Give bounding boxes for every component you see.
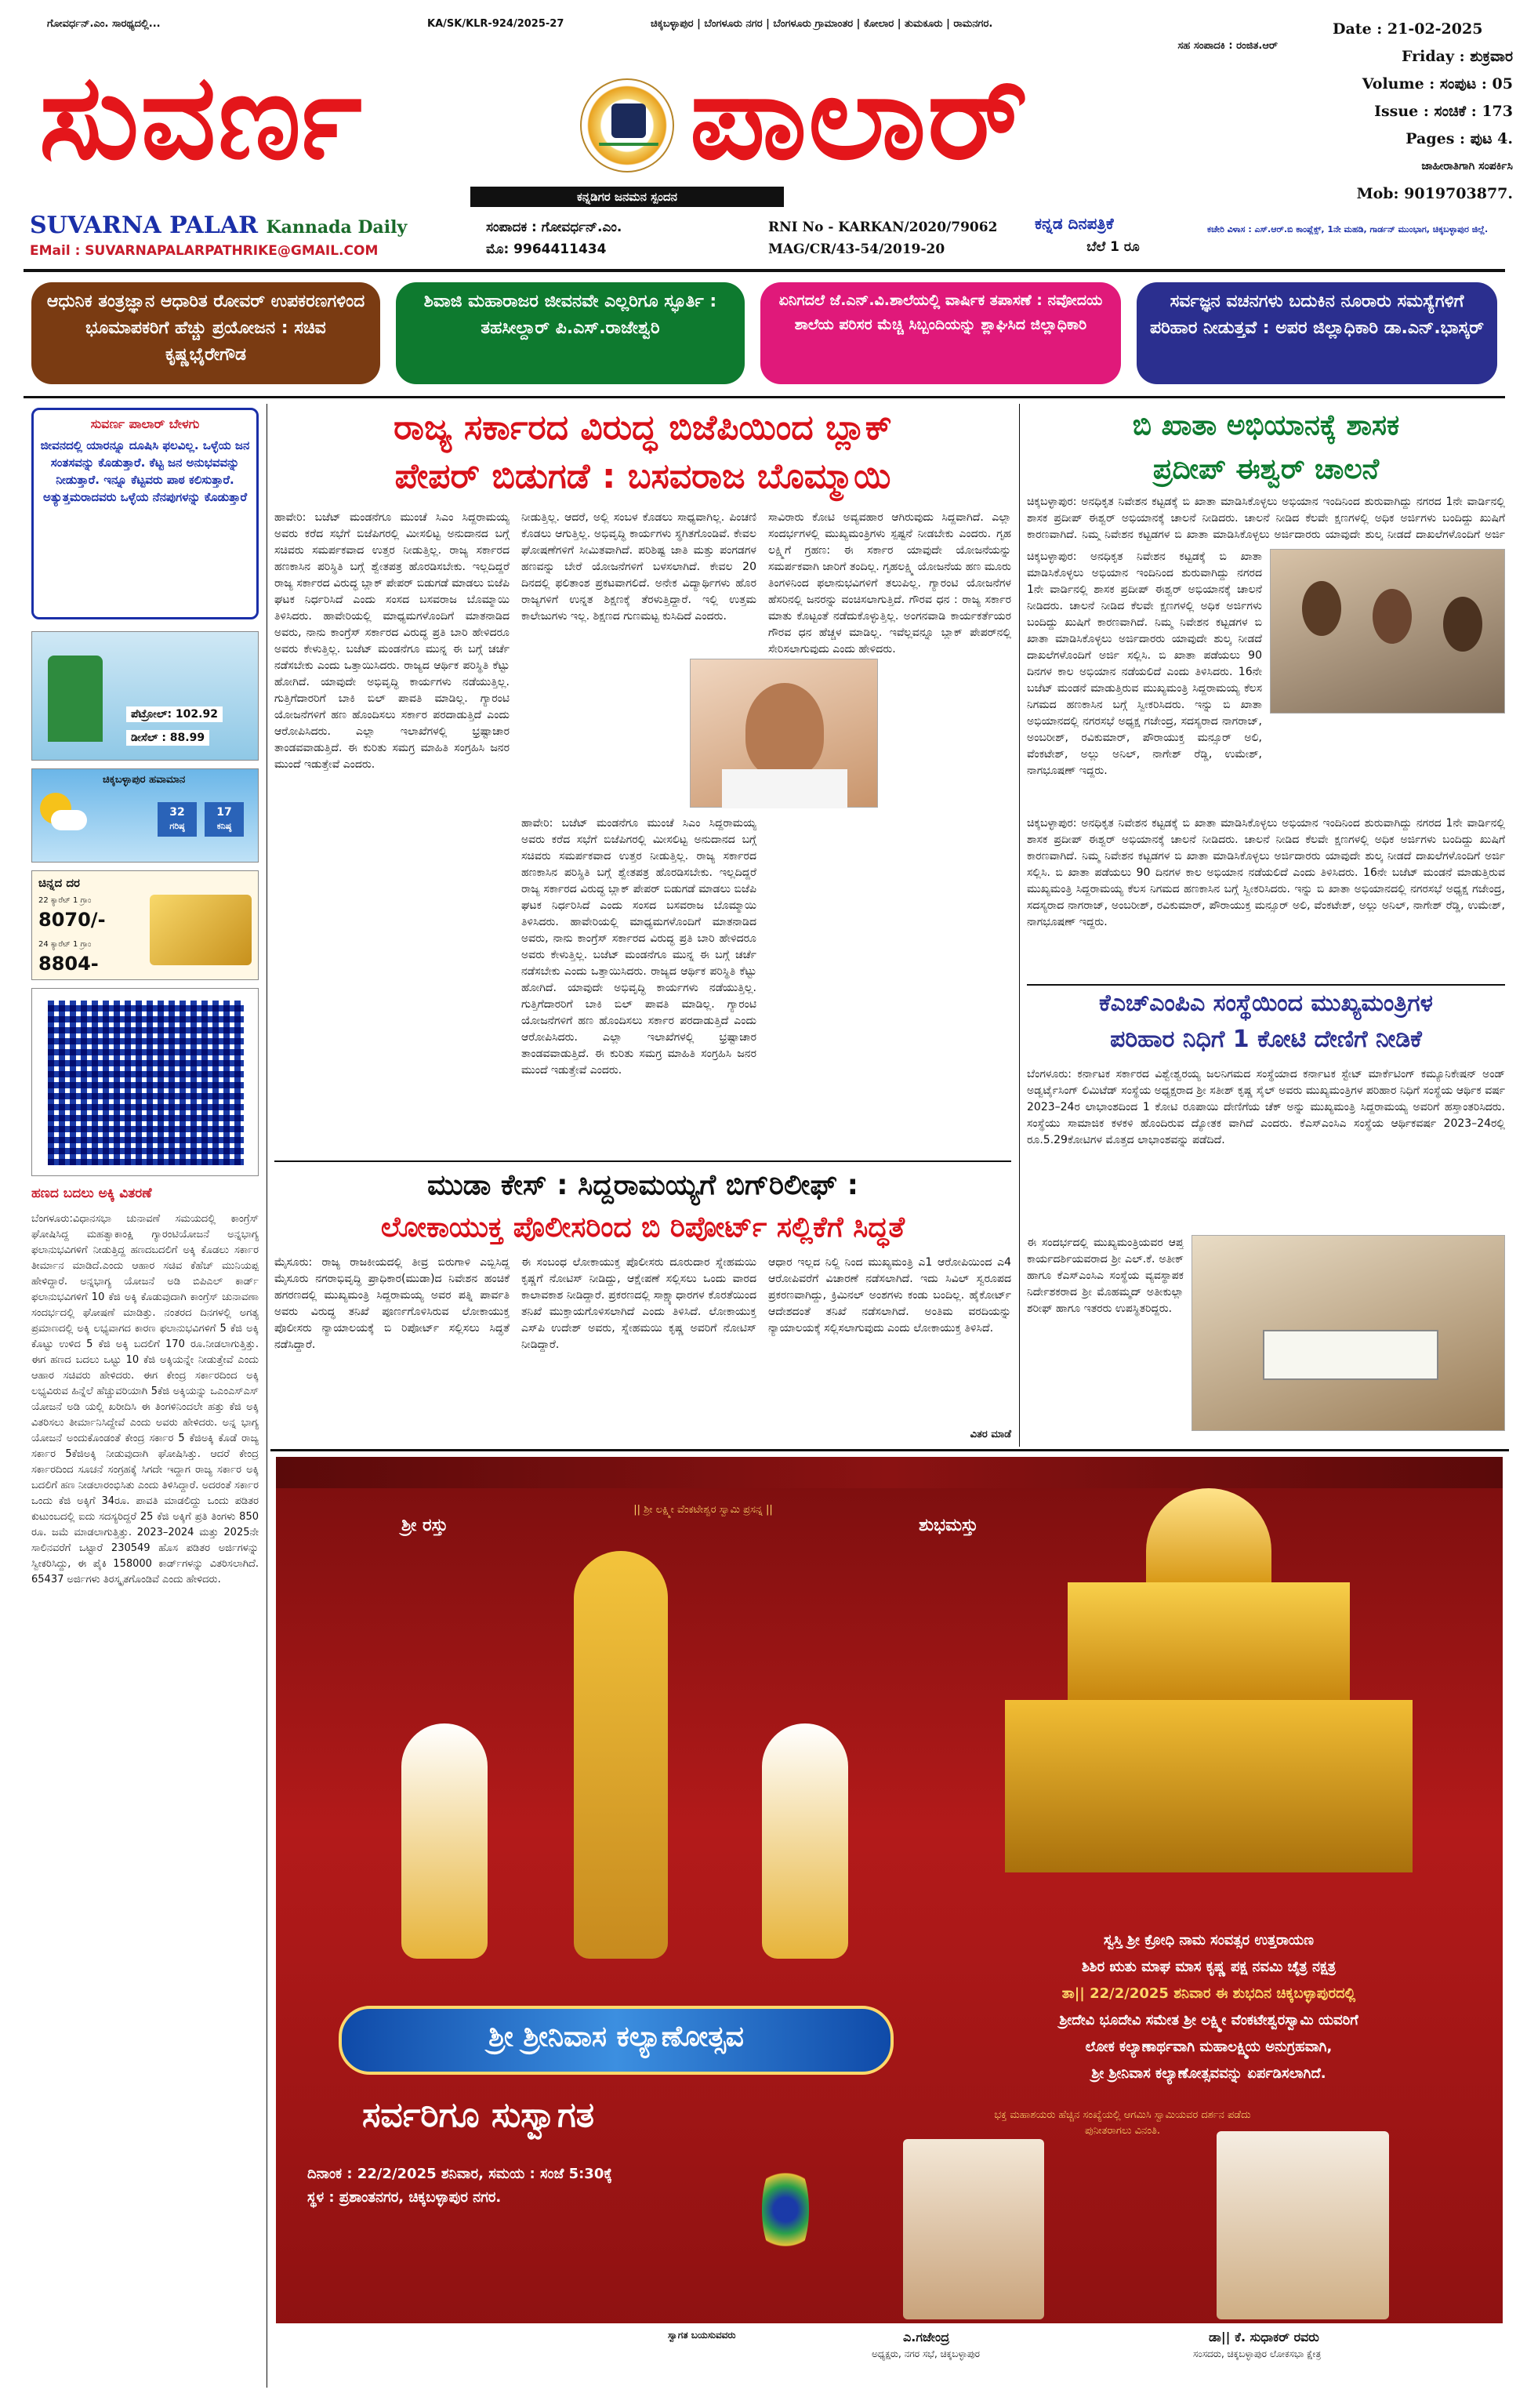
cheque-handover-photo <box>1191 1235 1505 1431</box>
kannada-daily: ಕನ್ನಡ ದಿನಪತ್ರಿಕೆ <box>1035 214 1114 233</box>
right-column-divider <box>1019 404 1020 1447</box>
qr-pattern-icon <box>48 1001 244 1165</box>
reporter-credit: ಗೋವರ್ಧನ್.ಎಂ. ಸಾರಥ್ಯದಲ್ಲಿ... <box>47 18 161 30</box>
masthead-emblem <box>580 78 674 173</box>
ad-person2-title: ಸಂಸದರು, ಚಿಕ್ಕಬಳ್ಳಾಪುರ ಲೋಕಸಭಾ ಕ್ಷೇತ್ರ <box>1193 2348 1322 2359</box>
muda-headline <box>274 1164 1011 1249</box>
invite-line-2: ಶಿಶಿರ ಋತು ಮಾಘ ಮಾಸ ಕೃಷ್ಣ ಪಕ್ಷ ನವಮಿ ಚೈತ್ರ ನಕ್ಷತ್ರ <box>1081 1959 1337 1975</box>
gold-title: ಚಿನ್ನದ ದರ <box>38 876 80 890</box>
gajendra-photo <box>903 2139 1044 2319</box>
main-story-col1: ಹಾವೇರಿ: ಬಜೆಟ್ ಮಂಡನೆಗೂ ಮುಂಚೆ ಸಿಎಂ ಸಿದ್ದರಾಮಯ್ಯ ಅವರು ಕರೆದ ಸಭೆಗೆ ಬಿಜೆಪಿಗರಲ್ಲಿ ಮೀಸಲಿಟ್ಟ ಅನುದಾನದ ಬಗ್ಗೆ ಸಚಿವರು ಸಮರ್ಪಕವಾದ ಉತ್ತರ ನೀಡುತ್ತಿಲ್ಲ. ರಾಜ್ಯ ಸರ್ಕಾರದ ಹಣಕಾಸಿನ ಪರಿಸ್ಥಿತಿ ಬಗ್ಗೆ ಶ್ವೇತಪತ್ರ ಹೊರಡಿಸಬೇಕು. ಇಲ್ಲದಿದ್ದರೆ ರಾಜ್ಯ ಸರ್ಕಾರದ ವಿರುದ್ಧ ಬ್ಲಾಕ್ ಪೇಪರ್ ಬಿಡುಗಡೆ ಮಾಡಲು ಬಿಜೆಪಿ ಘಟಕ ನಿರ್ಧರಿಸಿದೆ ಎಂದು ಸಂಸದ ಬಸವರಾಜ ಬೊಮ್ಮಾಯಿ ತಿಳಿಸಿದರು. ಹಾವೇರಿಯಲ್ಲಿ ಮಾಧ್ಯಮಗಳೊಂದಿಗೆ ಮಾತನಾಡಿದ ಅವರು, ನಾನು ಕಾಂಗ್ರೆಸ್ ಸರ್ಕಾರದ ವಿರುದ್ಧ ಪ್ರತಿ ಬಾರಿ ಹೇಳಿದರೂ ಅವರು ಕೇಳುತ್ತಿಲ್ಲ. ಬಜೆಟ್ ಮಂಡನೆಗೂ ಮುನ್ನ ಈ ಬಗ್ಗೆ ಚರ್ಚೆ ನಡೆಸಬೇಕು ಎಂದು ಒತ್ತಾಯಿಸಿದರು. ರಾಜ್ಯದ ಆರ್ಥಿಕ ಪರಿಸ್ಥಿತಿ ಕೆಟ್ಟು ಹೋಗಿದೆ. ಯಾವುದೇ ಅಭಿವೃದ್ಧಿ ಕಾರ್ಯಗಳು ನಡೆಯುತ್ತಿಲ್ಲ. ಗುತ್ತಿಗೆದಾರರಿಗೆ ಬಾಕಿ ಬಿಲ್ ಪಾವತಿ ಮಾಡಿಲ್ಲ. ಗ್ಯಾರಂಟಿ ಯೋಜನೆಗಳಿಗೆ ಹಣ ಹೊಂದಿಸಲು ಸರ್ಕಾರ ಪರದಾಡುತ್ತಿದೆ ಎಂದು ಆರೋಪಿಸಿದರು. ಎಲ್ಲಾ ಇಲಾಖೆಗಳಲ್ಲಿ ಭ್ರಷ್ಟಾಚಾರ ತಾಂಡವವಾಡುತ್ತಿದೆ. ಈ ಕುರಿತು ಸಮಗ್ರ ಮಾಹಿತಿ ಸಂಗ್ರಹಿಸಿ ಜನರ ಮುಂದೆ ಇಡುತ್ತೇವೆ ಎಂದರು. <box>274 511 510 771</box>
qr-code[interactable] <box>31 988 259 1176</box>
gold-24-label: 24 ಕ್ಯಾರೆಟ್ 1 ಗ್ರಾಂ <box>38 940 92 949</box>
ad-welcome: ಸರ್ವರಿಗೂ ಸುಸ್ವಾಗತ <box>362 2095 595 2135</box>
invite-line-3: ತಾ|| 22/2/2025 ಶನಿವಾರ ಈ ಶುಭದಿನ ಚಿಕ್ಕಬಳ್ಳಾಪುರದಲ್ಲಿ <box>1061 1985 1356 2002</box>
thought-box <box>31 408 259 619</box>
editor-mobile: ಮೊ: 9964411434 <box>486 242 607 257</box>
temp-high <box>158 802 197 837</box>
gold-price-box <box>31 870 259 980</box>
ad-date-venue <box>307 2163 778 2210</box>
diesel-price: ಡೀಸೆಲ್ : 88.99 <box>126 730 209 746</box>
main-story-col2-bottom: ಹಾವೇರಿ: ಬಜೆಟ್ ಮಂಡನೆಗೂ ಮುಂಚೆ ಸಿಎಂ ಸಿದ್ದರಾಮಯ್ಯ ಅವರು ಕರೆದ ಸಭೆಗೆ ಬಿಜೆಪಿಗರಲ್ಲಿ ಮೀಸಲಿಟ್ಟ ಅನುದಾನದ ಬಗ್ಗೆ ಸಚಿವರು ಸಮರ್ಪಕವಾದ ಉತ್ತರ ನೀಡುತ್ತಿಲ್ಲ. ರಾಜ್ಯ ಸರ್ಕಾರದ ಹಣಕಾಸಿನ ಪರಿಸ್ಥಿತಿ ಬಗ್ಗೆ ಶ್ವೇತಪತ್ರ ಹೊರಡಿಸಬೇಕು. ಇಲ್ಲದಿದ್ದರೆ ರಾಜ್ಯ ಸರ್ಕಾರದ ವಿರುದ್ಧ ಬ್ಲಾಕ್ ಪೇಪರ್ ಬಿಡುಗಡೆ ಮಾಡಲು ಬಿಜೆಪಿ ಘಟಕ ನಿರ್ಧರಿಸಿದೆ ಎಂದು ಸಂಸದ ಬಸವರಾಜ ಬೊಮ್ಮಾಯಿ ತಿಳಿಸಿದರು. ಹಾವೇರಿಯಲ್ಲಿ ಮಾಧ್ಯಮಗಳೊಂದಿಗೆ ಮಾತನಾಡಿದ ಅವರು, ನಾನು ಕಾಂಗ್ರೆಸ್ ಸರ್ಕಾರದ ವಿರುದ್ಧ ಪ್ರತಿ ಬಾರಿ ಹೇಳಿದರೂ ಅವರು ಕೇಳುತ್ತಿಲ್ಲ. ಬಜೆಟ್ ಮಂಡನೆಗೂ ಮುನ್ನ ಈ ಬಗ್ಗೆ ಚರ್ಚೆ ನಡೆಸಬೇಕು ಎಂದು ಒತ್ತಾಯಿಸಿದರು. ರಾಜ್ಯದ ಆರ್ಥಿಕ ಪರಿಸ್ಥಿತಿ ಕೆಟ್ಟು ಹೋಗಿದೆ. ಯಾವುದೇ ಅಭಿವೃದ್ಧಿ ಕಾರ್ಯಗಳು ನಡೆಯುತ್ತಿಲ್ಲ. ಗುತ್ತಿಗೆದಾರರಿಗೆ ಬಾಕಿ ಬಿಲ್ ಪಾವತಿ ಮಾಡಿಲ್ಲ. ಗ್ಯಾರಂಟಿ ಯೋಜನೆಗಳಿಗೆ ಹಣ ಹೊಂದಿಸಲು ಸರ್ಕಾರ ಪರದಾಡುತ್ತಿದೆ ಎಂದು ಆರೋಪಿಸಿದರು. ಎಲ್ಲಾ ಇಲಾಖೆಗಳಲ್ಲಿ ಭ್ರಷ್ಟಾಚಾರ ತಾಂಡವವಾಡುತ್ತಿದೆ. ಈ ಕುರಿತು ಸಮಗ್ರ ಮಾಹಿತಿ ಸಂಗ್ರಹಿಸಿ ಜನರ ಮುಂದೆ ಇಡುತ್ತೇವೆ ಎಂದರು. <box>521 817 756 1077</box>
coverage-places: ಚಿಕ್ಕಬಳ್ಳಾಪುರ | ಬೆಂಗಳೂರು ನಗರ | ಬೆಂಗಳೂರು ಗ್ರಾಮಾಂತರ | ಕೋಲಾರ | ತುಮಕೂರು | ರಾಮನಗರ. <box>651 18 993 30</box>
temp-low-value: 17 <box>216 806 232 819</box>
muda-headline-line2: ಲೋಕಾಯುಕ್ತ ಪೊಲೀಸರಿಂದ ಬಿ ರಿಪೋರ್ಟ್ ಸಲ್ಲಿಕೆಗೆ ಸಿದ್ಧತೆ <box>380 1211 905 1244</box>
invite-line-4: ಶ್ರೀದೇವಿ ಭೂದೇವಿ ಸಮೇತ ಶ್ರೀ ಲಕ್ಷ್ಮೀ ವೆಂಕಟೇಶ್ವರಸ್ವಾಮಿ ಯವರಿಗೆ <box>1059 2012 1358 2028</box>
invite-line-5: ಲೋಕ ಕಲ್ಯಾಣಾರ್ಥವಾಗಿ ಮಹಾಲಕ್ಷ್ಮಿಯ ಅನುಗ್ರಹವಾಗಿ, <box>1085 2039 1333 2055</box>
petrol-price: ಪೆಟ್ರೋಲ್: 102.92 <box>126 706 223 722</box>
thought-title: ಸುವರ್ಣ ಪಾಲಾರ್ ಬೇಳಗು <box>90 416 200 431</box>
office-address: ಕಚೇರಿ ವಿಳಾಸ : ಎಸ್.ಆರ್.ಬಿ ಕಾಂಪ್ಲೆಕ್ಸ್, 1ನೇ ಮಹಡಿ, ಗಾರ್ಡನ್ ಮುಂಭಾಗ, ಚಿಕ್ಕಬಳ್ಳಾಪುರ ಜಿಲ್ಲೆ. <box>1207 224 1489 234</box>
muda-col3: ಆಧಾರ ಇಲ್ಲದ ನಿಲ್ದಿ ನಿಂದ ಮುಖ್ಯಮಂತ್ರಿ ಎ1 ಆರೋಪಿಯಿಂದ ಎ4 ಆರೋಪಿವರೆಗೆ ವಿಚಾರಣೆ ನಡೆಸಲಾಗಿದೆ. ಇದು ಸಿವಿಲ್ ಸ್ವರೂಪದ ಪ್ರಕರಣವಾಗಿದ್ದು, ಕ್ರಿಮಿನಲ್ ಅಂಶಗಳು ಕಂಡು ಬಂದಿಲ್ಲ. ಹೈಕೋರ್ಟ್ ಆದೇಶದಂತೆ ತನಿಖೆ ನಡೆಸಲಾಗಿದೆ. ಅಂತಿಮ ವರದಿಯನ್ನು ನ್ಯಾಯಾಲಯಕ್ಕೆ ಸಲ್ಲಿಸಲಾಗುವುದು ಎಂದು ಲೋಕಾಯುಕ್ತ ತಿಳಿಸಿದೆ. <box>768 1256 1011 1335</box>
teaser-divider <box>24 396 1505 398</box>
temple-gopuram-image <box>958 1488 1460 1896</box>
contact-email[interactable]: EMail : SUVARNAPALARPATHRIKE@GMAIL.COM <box>30 243 379 259</box>
english-name: SUVARNA PALAR <box>30 212 259 239</box>
english-subtitle: Kannada Daily <box>266 217 408 238</box>
khmpa-body-2: ಈ ಸಂದರ್ಭದಲ್ಲಿ ಮುಖ್ಯಮಂತ್ರಿಯವರ ಆಪ್ತ ಕಾರ್ಯದರ್ಶಿಯವರಾದ ಶ್ರೀ ಎಲ್.ಕೆ. ಅತೀಕ್ ಹಾಗೂ ಕೆಎಸ್‌ಎಂಸಿಎ ಸಂಸ್ಥೆಯ ವ್ಯವಸ್ಥಾಪಕ ನಿರ್ದೇಶಕರಾದ ಶ್ರೀ ಮೊಹಮ್ಮದ್ ಅತೀಕುಲ್ಲಾ ಶರೀಫ್ ಹಾಗೂ ಇತರರು ಉಪಸ್ಥಿತರಿದ್ದರು. <box>1027 1237 1184 1315</box>
temp-high-unit: ಗರಿಷ್ಠ <box>169 821 185 831</box>
ad-top-band <box>276 1457 1503 1488</box>
temp-low-unit: ಕನಿಷ್ಠ <box>216 821 232 831</box>
rni-info <box>768 216 1027 260</box>
ad-devotee-note: ಭಕ್ತ ಮಹಾಶಯರು ಹೆಚ್ಚಿನ ಸಂಖ್ಯೆಯಲ್ಲಿ ಆಗಮಿಸಿ ಸ್ವಾಮಿಯವರ ದರ್ಶನ ಪಡೆದು ಪುನೀತರಾಗಲು ವಿನಂತಿ. <box>994 2109 1251 2137</box>
daily-label <box>1035 212 1191 259</box>
issue-pages: Pages : ಪುಟ 4. <box>1405 130 1513 147</box>
gold-24-value: 8804- <box>38 953 99 975</box>
price: ಬೆಲೆ 1 ರೂ <box>1086 239 1140 255</box>
bkhata-headline-line2: ಪ್ರದೀಪ್ ಈಶ್ವರ್ ಚಾಲನೆ <box>1152 453 1380 485</box>
gold-22-value: 8070/- <box>38 909 106 931</box>
ad-footer <box>276 2323 1503 2394</box>
muda-byline: ವಿತರ ಮಾಡೆ <box>970 1429 1011 1440</box>
gold-22-label: 22 ಕ್ಯಾರೆಟ್ 1 ಗ್ರಾಂ <box>38 896 92 905</box>
fuel-price-box <box>31 631 259 761</box>
main-story-col3: ಸಾವಿರಾರು ಕೋಟಿ ಅವ್ಯವಹಾರ ಆಗಿರುವುದು ಸಿದ್ದವಾಗಿದೆ. ಎಲ್ಲಾ ಸಂದರ್ಭಗಳಲ್ಲಿ ಮುಖ್ಯಮಂತ್ರಿಗಳು ಸ್ಪಷ್ಟನೆ ನೀಡಬೇಕು ಎಂದರು. ಗೃಹ ಲಕ್ಷ್ಮಿಗೆ ಗ್ರಹಣ: ಈ ಸರ್ಕಾರ ಯಾವುದೇ ಯೋಜನೆಯನ್ನು ಸಮರ್ಪಕವಾಗಿ ಜಾರಿಗೆ ತಂದಿಲ್ಲ. ಗೃಹಲಕ್ಷ್ಮಿ ಯೋಜನೆಯ ಹಣ ಮೂರು ತಿಂಗಳಿನಿಂದ ಫಲಾನುಭವಿಗಳಿಗೆ ತಲುಪಿಲ್ಲ. ಗ್ಯಾರಂಟಿ ಯೋಜನೆಗಳ ಹೆಸರಿನಲ್ಲಿ ಜನರನ್ನು ವಂಚಿಸಲಾಗುತ್ತಿದೆ. ಗೌರವ ಧನ : ರಾಜ್ಯ ಸರ್ಕಾರ ಮಾತು ಕೊಟ್ಟಂತೆ ನಡೆದುಕೊಳ್ಳುತ್ತಿಲ್ಲ. ಅಂಗನವಾಡಿ ಕಾರ್ಯಕರ್ತೆಯರ ಗೌರವ ಧನ ಹೆಚ್ಚಳ ಮಾಡಿಲ್ಲ. ಇವೆಲ್ಲವನ್ನೂ ಬ್ಲಾಕ್ ಪೇಪರ್‌ನಲ್ಲಿ ಸೇರಿಸಲಾಗುವುದು ಎಂದು ಹೇಳಿದರು. <box>768 511 1011 656</box>
khmpa-body: ಬೆಂಗಳೂರು: ಕರ್ನಾಟಕ ಸರ್ಕಾರದ ವಿಶ್ವೇಶ್ವರಯ್ಯ ಜಲನಿಗಮದ ಸಂಸ್ಥೆಯಾದ ಕರ್ನಾಟಕ ಸ್ಟೇಟ್ ಮಾರ್ಕೆಟಿಂಗ್ ಕಮ್ಯೂನಿಕೇಷನ್ ಅಂಡ್ ಅಡ್ವರ್ಟೈಸಿಂಗ್ ಲಿಮಿಟೆಡ್ ಸಂಸ್ಥೆಯ ಅಧ್ಯಕ್ಷರಾದ ಶ್ರೀ ಸತೀಶ್ ಕೃಷ್ಣ ಸೈಲ್ ಅವರು ಮುಖ್ಯಮಂತ್ರಿಗಳ ಪರಿಹಾರ ನಿಧಿಗೆ ಸಂಸ್ಥೆಯ ಆರ್ಥಿಕ ವರ್ಷ 2023–24ರ ಲಾಭಾಂಶದಿಂದ 1 ಕೋಟಿ ರೂಪಾಯಿ ದೇಣಿಗೆಯ ಚೆಕ್ ಅನ್ನು ಮುಖ್ಯಮಂತ್ರಿ ಸಿದ್ದರಾಮಯ್ಯ ಅವರಿಗೆ ಹಸ್ತಾಂತರಿಸಿದರು. ಸಂಸ್ಥೆಯು ಸಾಮಾಜಿಕ ಕಳಕಳಿ ಹೊಂದಿರುವ ದ್ಯೋತಕ ವಾಗಿದೆ ಎಂದರು. ಕೆಎಸ್‌ಎಂಸಿಎ ಸಂಸ್ಥೆಯ ಆರ್ಥಿಕವರ್ಷ 2023–24ರಲ್ಲಿ ರೂ.5.29ಕೋಟಿಗಳ ಮೊತ್ತದ ಲಾಭಾಂಶವನ್ನು ಪಡೆದಿದೆ. <box>1027 1068 1505 1146</box>
ad-person2-name: ಡಾ|| ಕೆ. ಸುಧಾಕರ್ ರವರು <box>1209 2330 1319 2344</box>
bkhata-body-bottom: ಚಿಕ್ಕಬಳ್ಳಾಪುರ: ಅನಧಿಕೃತ ನಿವೇಶನ ಕಟ್ಟಡಕ್ಕೆ ಬಿ ಖಾತಾ ಮಾಡಿಸಿಕೊಳ್ಳಲು ಅಭಿಯಾನ ಇಂದಿನಿಂದ ಶುರುವಾಗಿದ್ದು ನಗರದ 1ನೇ ವಾರ್ಡಿನಲ್ಲಿ ಶಾಸಕ ಪ್ರದೀಪ್ ಈಶ್ವರ್ ಅಭಿಯಾನಕ್ಕೆ ಚಾಲನೆ ನೀಡಿದರು. ಚಾಲನೆ ನೀಡಿದ ಕೆಲವೇ ಕ್ಷಣಗಳಲ್ಲಿ ಅಧಿಕ ಅರ್ಜಿಗಳು ಬಂದಿದ್ದು ಖುಷಿಗೆ ಕಾರಣವಾಗಿದೆ. ನಿಮ್ಮ ನಿವೇಶನ ಕಟ್ಟಡಗಳ ಬಿ ಖಾತಾ ಮಾಡಿಸಿಕೊಳ್ಳಲು ಅರ್ಜಿದಾರರು ಯಾವುದೇ ಶುಲ್ಕ ನೀಡದೆ ದಾಖಲೆಗಳೊಂದಿಗೆ ಅರ್ಜಿ ಸಲ್ಲಿಸಿ. ಬಿ ಖಾತಾ ಪಡೆಯಲು 90 ದಿನಗಳ ಕಾಲ ಅಭಿಯಾನ ನಡೆಯಲಿದೆ ಎಂದು ತಿಳಿಸಿದರು. 16ನೇ ಬಜೆಟ್ ಮಂಡನೆ ಮಾಡುತ್ತಿರುವ ಮುಖ್ಯಮಂತ್ರಿ ಸಿದ್ದರಾಮಯ್ಯ ಕೆಲಸ ನಿಗಮದ ಹಣಕಾಸಿನ ಬಗ್ಗೆ ಸ್ವೀಕರಿಸಿದರು. ಇನ್ನು ಬಿ ಖಾತಾ ಅಭಿಯಾನದಲ್ಲಿ ನಗರಸಭೆ ಅಧ್ಯಕ್ಷ ಗಜೇಂದ್ರ, ಸದಸ್ಯರಾದ ನಾಗರಾಜ್, ಅಂಬರೀಶ್, ರವಿಕುಮಾರ್, ಪೌರಾಯುಕ್ತ ಮನ್ಸೂರ್ ಅಲಿ, ವೆಂಕಟೇಶ್, ಅಲ್ಲು ಅನಿಲ್, ನಾಗೇಶ್ ರೆಡ್ಡಿ, ಉಮೇಶ್, ನಾಗಭೂಷಣ್ ಇದ್ದರು. <box>1027 817 1505 928</box>
issue-number: Issue : ಸಂಚಿಕೆ : 173 <box>1374 103 1513 120</box>
rice-story-body: ಬೆಂಗಳೂರು:ವಿಧಾನಸಭಾ ಚುನಾವಣೆ ಸಮಯದಲ್ಲಿ ಕಾಂಗ್ರೆಸ್ ಘೋಷಿಸಿದ್ದ ಮಹತ್ವಾಕಾಂಕ್ಷಿ ಗ್ಯಾರಂಟಿಯೋಜನೆ ಅನ್ನಭಾಗ್ಯ ಫಲಾನುಭವಿಗಳಿಗೆ ನೀಡುತ್ತಿದ್ದ ಹಣದಬದಲಿಗೆ ಅಕ್ಕಿ ಕೊಡಲು ಸರ್ಕಾರ ತೀರ್ಮಾನ ಮಾಡಿದೆ.ಎಂದು ಆಹಾರ ಸಚಿವ ಕೆಹೆಚ್ ಮುನಿಯಪ್ಪ ಹೇಳಿದ್ದಾರೆ. ಅನ್ನಭಾಗ್ಯ ಯೋಜನೆ ಅಡಿ ಬಿಪಿಎಲ್ ಕಾರ್ಡ್ ಫಲಾನುಭವಿಗಳಿಗೆ 10 ಕೆಜಿ ಅಕ್ಕಿ ಕೊಡುವುದಾಗಿ ಕಾಂಗ್ರೆಸ್ ಚುನಾವಣಾ ಸಂದರ್ಭದಲ್ಲಿ ಘೋಷಣೆ ಮಾಡಿತ್ತು. ನಂತರದ ದಿನಗಳಲ್ಲಿ ಅಗತ್ಯ ಪ್ರಮಾಣದಲ್ಲಿ ಅಕ್ಕಿ ಲಭ್ಯವಾಗದ ಕಾರಣ ಫಲಾನುಭವಿಗಳಿಗೆ 5 ಕೆಜಿ ಅಕ್ಕಿ ಕೊಟ್ಟು ಉಳಿದ 5 ಕೆಜಿ ಅಕ್ಕಿ ಬದಲಿಗೆ 170 ರೂ.ನೀಡಲಾಗುತ್ತಿತ್ತು. ಈಗ ಹಣದ ಬದಲು ಒಟ್ಟು 10 ಕೆಜಿ ಅಕ್ಕಿಯನ್ನೇ ನೀಡುತ್ತೇವೆ ಎಂದು ಆಹಾರ ಸಚಿವರು ಹೇಳಿದರು. ಈಗ ಕೇಂದ್ರ ಸರ್ಕಾರದಿಂದ ಅಕ್ಕಿ ಲಭ್ಯವಿರುವ ಹಿನ್ನೆಲೆ ಹೆಚ್ಚುವರಿಯಾಗಿ 5ಕೆಜಿ ಅಕ್ಕಿಯನ್ನು ಒಎಂಎಸ್ಎಸ್ ಯೋಜನೆ ಅಡಿ ಯಲ್ಲಿ ಖರೀದಿಸಿ ಈ ತಿಂಗಳಿನಿಂದಲೇ ಹತ್ತು ಕೆಜಿ ಅಕ್ಕಿ ವಿತರಿಸಲು ತೀರ್ಮಾನಿಸಿದ್ದೇವೆ ಎಂದು ಅವರು ಹೇಳಿದರು. ಅನ್ನ ಭಾಗ್ಯ ಯೋಜನೆ ಅಂದುಕೊಂಡಂತೆ ಕೇಂದ್ರ ಸರ್ಕಾರ 5 ಕೆಜಿಅಕ್ಕಿ ಕೊಡೆ ರಾಜ್ಯ ಸರ್ಕಾರ 5ಕೆಜಿಅಕ್ಕಿ ನೀಡುವುದಾಗಿ ಘೋಷಿಸಿತ್ತು. ಆದರೆ ಕೇಂದ್ರ ಸರ್ಕಾರದಿಂದ ಸೂಚನೆ ಸಂಗ್ರಹಕ್ಕೆ ಸಿಗದೇ ಇದ್ದಾಗ ರಾಜ್ಯ ಸರ್ಕಾರ ಅಕ್ಕಿ ಬದಲಿಗೆ ಹಣ ನೀಡಲಾರಂಭಿಸಿತು ಎಂದು ತಿಳಿಸಿದ್ದಾರೆ. ಅದರಂತೆ ಸರ್ಕಾರ ಒಂದು ಕೆಜಿ ಅಕ್ಕಿಗೆ 34ರೂ. ಪಾವತಿ ಮಾಡಲಿದ್ದು ಒಂದು ಪಡಿತರ ಕುಟುಂಬದಲ್ಲಿ ಐದು ಸದಸ್ಯರಿದ್ದರೆ 25 ಕೆಜಿ ಅಕ್ಕಿಗೆ ಪ್ರತಿ ತಿಂಗಳು 850 ರೂ. ಜಮೆ ಮಾಡಲಾಗುತ್ತಿತ್ತು. 2023–2024 ಮತ್ತು 2025ನೇ ಸಾಲಿನವರೆಗೆ ಒಟ್ಟಾರೆ 230549 ಹೊಸ ಪಡಿತರ ಅರ್ಜಿಗಳನ್ನು ಸ್ವೀಕರಿಸಿದ್ದು, ಈ ಪೈಕಿ 158000 ಕಾರ್ಡ್‌ಗಳನ್ನು ವಿತರಿಸಲಾಗಿದೆ. 65437 ಅರ್ಜಿಗಳು ತಿರಸ್ಕೃತಗೊಂಡಿವೆ ಎಂದು ಹೇಳಿದರು. <box>31 1213 259 1585</box>
bkhata-photo <box>1270 549 1505 714</box>
sudhakar-photo <box>1217 2131 1389 2319</box>
bkhata-body-left: ಚಿಕ್ಕಬಳ್ಳಾಪುರ: ಅನಧಿಕೃತ ನಿವೇಶನ ಕಟ್ಟಡಕ್ಕೆ ಬಿ ಖಾತಾ ಮಾಡಿಸಿಕೊಳ್ಳಲು ಅಭಿಯಾನ ಇಂದಿನಿಂದ ಶುರುವಾಗಿದ್ದು ನಗರದ 1ನೇ ವಾರ್ಡಿನಲ್ಲಿ ಶಾಸಕ ಪ್ರದೀಪ್ ಈಶ್ವರ್ ಅಭಿಯಾನಕ್ಕೆ ಚಾಲನೆ ನೀಡಿದರು. ಚಾಲನೆ ನೀಡಿದ ಕೆಲವೇ ಕ್ಷಣಗಳಲ್ಲಿ ಅಧಿಕ ಅರ್ಜಿಗಳು ಬಂದಿದ್ದು ಖುಷಿಗೆ ಕಾರಣವಾಗಿದೆ. ನಿಮ್ಮ ನಿವೇಶನ ಕಟ್ಟಡಗಳ ಬಿ ಖಾತಾ ಮಾಡಿಸಿಕೊಳ್ಳಲು ಅರ್ಜಿದಾರರು ಯಾವುದೇ ಶುಲ್ಕ ನೀಡದೆ ದಾಖಲೆಗಳೊಂದಿಗೆ ಅರ್ಜಿ ಸಲ್ಲಿಸಿ. ಬಿ ಖಾತಾ ಪಡೆಯಲು 90 ದಿನಗಳ ಕಾಲ ಅಭಿಯಾನ ನಡೆಯಲಿದೆ ಎಂದು ತಿಳಿಸಿದರು. 16ನೇ ಬಜೆಟ್ ಮಂಡನೆ ಮಾಡುತ್ತಿರುವ ಮುಖ್ಯಮಂತ್ರಿ ಸಿದ್ದರಾಮಯ್ಯ ಕೆಲಸ ನಿಗಮದ ಹಣಕಾಸಿನ ಬಗ್ಗೆ ಸ್ವೀಕರಿಸಿದರು. ಇನ್ನು ಬಿ ಖಾತಾ ಅಭಿಯಾನದಲ್ಲಿ ನಗರಸಭೆ ಅಧ್ಯಕ್ಷ ಗಜೇಂದ್ರ, ಸದಸ್ಯರಾದ ನಾಗರಾಜ್, ಅಂಬರೀಶ್, ರವಿಕುಮಾರ್, ಪೌರಾಯುಕ್ತ ಮನ್ಸೂರ್ ಅಲಿ, ವೆಂಕಟೇಶ್, ಅಲ್ಲು ಅನಿಲ್, ನಾಗೇಶ್ ರೆಡ್ಡಿ, ಉಮೇಶ್, ನಾಗಭೂಷಣ್ ಇದ್ದರು. <box>1027 550 1262 777</box>
peacock-feather-icon <box>762 2155 809 2265</box>
teaser-1[interactable] <box>31 282 380 384</box>
masthead-divider <box>24 269 1505 272</box>
deity-image <box>323 1551 934 1990</box>
masthead-title-right: ಪಾಲಾರ್ <box>690 49 1030 186</box>
masthead-title-left: ಸುವರ್ಣ <box>39 49 364 186</box>
muda-col1: ಮೈಸೂರು: ರಾಜ್ಯ ರಾಜಕೀಯದಲ್ಲಿ ತೀವ್ರ ಬಿರುಗಾಳಿ ಎಬ್ಬಿಸಿದ್ದ ಮೈಸೂರು ನಗರಾಭಿವೃದ್ಧಿ ಪ್ರಾಧಿಕಾರ(ಮುಡಾ)ದ ನಿವೇಶನ ಹಂಚಿಕೆ ಹಗರಣದಲ್ಲಿ ಮುಖ್ಯಮಂತ್ರಿ ಸಿದ್ದರಾಮಯ್ಯ ಅವರ ಪತ್ನಿ ಪಾರ್ವತಿ ಅವರು ವಿರುದ್ಧ ತನಿಖೆ ಪೂರ್ಣಗೊಳಿಸಿರುವ ಲೋಕಾಯುಕ್ತ ಪೊಲೀಸರು ನ್ಯಾಯಾಲಯಕ್ಕೆ ಬಿ ರಿಪೋರ್ಟ್ ಸಲ್ಲಿಸಲು ಸಿದ್ಧತೆ ನಡೆಸಿದ್ದಾರೆ. <box>274 1256 510 1351</box>
ad-shubhamastu: ಶುಭಮಸ್ತು <box>919 1516 978 1535</box>
invite-line-6: ಶ್ರೀ ಶ್ರೀನಿವಾಸ ಕಲ್ಯಾಣೋತ್ಸವವನ್ನು ಏರ್ಪಡಿಸಲಾಗಿದೆ. <box>1091 2065 1326 2082</box>
teaser-2-text: ಶಿವಾಜಿ ಮಹಾರಾಜರ ಜೀವನವೇ ಎಲ್ಲರಿಗೂ ಸ್ಫೂರ್ತಿ : ತಹಸೀಲ್ದಾರ್ ಪಿ.ಎಸ್.ರಾಜೇಶ್ವರಿ <box>423 292 717 338</box>
mag-number: MAG/CR/43-54/2019-20 <box>768 242 945 257</box>
rice-story-title: ಹಣದ ಬದಲು ಅಕ್ಕಿ ವಿತರಣೆ <box>31 1186 152 1201</box>
khmpa-headline <box>1027 984 1505 1058</box>
english-name-row <box>30 212 469 242</box>
ad-shri-rastu: ಶ್ರೀ ರಸ್ತು <box>401 1516 448 1535</box>
ad-person1-name: ಎ.ಗಜೇಂದ್ರ <box>903 2330 950 2344</box>
weather-box <box>31 768 259 863</box>
khmpa-headline-line2: ಪರಿಹಾರ ನಿಧಿಗೆ 1 ಕೋಟಿ ದೇಣಿಗೆ ನೀಡಿಕೆ <box>1110 1026 1422 1053</box>
teaser-2[interactable] <box>396 282 745 384</box>
khmpa-headline-line1: ಕೆಎಚ್‌ಎಂಪಿಎ ಸಂಸ್ಥೆಯಿಂದ ಮುಖ್ಯಮಂತ್ರಿಗಳ <box>1099 990 1433 1017</box>
bkhata-intro: ಚಿಕ್ಕಬಳ್ಳಾಪುರ: ಅನಧಿಕೃತ ನಿವೇಶನ ಕಟ್ಟಡಕ್ಕೆ ಬಿ ಖಾತಾ ಮಾಡಿಸಿಕೊಳ್ಳಲು ಅಭಿಯಾನ ಇಂದಿನಿಂದ ಶುರುವಾಗಿದ್ದು ನಗರದ 1ನೇ ವಾರ್ಡಿನಲ್ಲಿ ಶಾಸಕ ಪ್ರದೀಪ್ ಈಶ್ವರ್ ಅಭಿಯಾನಕ್ಕೆ ಚಾಲನೆ ನೀಡಿದರು. ಚಾಲನೆ ನೀಡಿದ ಕೆಲವೇ ಕ್ಷಣಗಳಲ್ಲಿ ಅಧಿಕ ಅರ್ಜಿಗಳು ಬಂದಿದ್ದು ಖುಷಿಗೆ ಕಾರಣವಾಗಿದೆ. ನಿಮ್ಮ ನಿವೇಶನ ಕಟ್ಟಡಗಳ ಬಿ ಖಾತಾ ಮಾಡಿಸಿಕೊಳ್ಳಲು ಅರ್ಜಿದಾರರು ಯಾವುದೇ ಶುಲ್ಕ ನೀಡದೆ ದಾಖಲೆಗಳೊಂದಿಗೆ ಅರ್ಜಿ <box>1027 496 1505 541</box>
muda-col2: ಈ ಸಂಬಂಧ ಲೋಕಾಯುಕ್ತ ಪೊಲೀಸರು ದೂರುದಾರ ಸ್ನೇಹಮಯಿ ಕೃಷ್ಣಗೆ ನೋಟಿಸ್ ನೀಡಿದ್ದು, ಆಕ್ಷೇಪಣೆ ಸಲ್ಲಿಸಲು ಒಂದು ವಾರದ ಕಾಲಾವಕಾಶ ನೀಡಿದ್ದಾರೆ. ಪ್ರಕರಣದಲ್ಲಿ ಸಾಕ್ಷ್ಯಾಧಾರಗಳ ಕೊರತೆಯಿಂದ ತನಿಖೆ ಮುಕ್ತಾಯಗೊಳಿಸಲಾಗಿದೆ ಎಂದು ತಿಳಿಸಿದೆ. ಲೋಕಾಯುಕ್ತ ಎಸ್‌ಪಿ ಉದೇಶ್ ಅವರು, ಸ್ನೇಹಮಯಿ ಕೃಷ್ಣ ಅವರಿಗೆ ನೋಟಿಸ್ ನೀಡಿದ್ದಾರೆ. <box>521 1256 756 1351</box>
editor-name: ಸಂಪಾದಕ : ಗೋವರ್ಧನ್.ಎಂ. <box>486 220 622 235</box>
teaser-3-text: ಏನಿಗದಲೆ ಜೆ.ಎನ್.ವಿ.ಶಾಲೆಯಲ್ಲಿ ವಾರ್ಷಿಕ ತಪಾಸಣೆ : ನವೋದಯ ಶಾಲೆಯ ಪರಿಸರ ಮೆಚ್ಚಿ ಸಿಬ್ಬಂದಿಯನ್ನು ಶ್ಲಾಘಿಸಿದ ಜಿಲ್ಲಾಧಿಕಾರಿ <box>778 292 1103 333</box>
thought-text: ಜೀವನದಲ್ಲಿ ಯಾರನ್ನೂ ದೂಷಿಸಿ ಫಲವಿಲ್ಲ. ಒಳ್ಳೆಯ ಜನ ಸಂತಸವನ್ನು ಕೊಡುತ್ತಾರೆ. ಕೆಟ್ಟ ಜನ ಅನುಭವವನ್ನು ನೀಡುತ್ತಾರೆ. ಇನ್ನೂ ಕೆಟ್ಟವರು ಪಾಠ ಕಲಿಸುತ್ತಾರೆ. ಅತ್ಯುತ್ತಮರಾದವರು ಒಳ್ಳೆಯ ನೆನಪುಗಳನ್ನು ಕೊಡುತ್ತಾರೆ <box>40 438 250 504</box>
main-headline-line1: ರಾಜ್ಯ ಸರ್ಕಾರದ ವಿರುದ್ಧ ಬಿಜೆಪಿಯಿಂದ ಬ್ಲಾಕ್ <box>394 408 892 448</box>
ad-contact: ಜಾಹೀರಾತಿಗಾಗಿ ಸಂಪರ್ಕಿಸಿ <box>1421 160 1513 173</box>
rni-number: RNI No - KARKAN/2020/79062 <box>768 220 998 235</box>
issue-day: Friday : ಶುಕ್ರವಾರ <box>1401 48 1513 65</box>
muda-headline-line1: ಮುಡಾ ಕೇಸ್ : ಸಿದ್ದರಾಮಯ್ಯಗೆ ಬಿಗ್‌ರಿಲೀಫ್ : <box>426 1169 859 1201</box>
ad-venue: ಸ್ಥಳ : ಪ್ರಶಾಂತನಗರ, ಚಿಕ್ಕಬಳ್ಳಾಪುರ ನಗರ. <box>307 2189 502 2206</box>
sun-cloud-icon <box>40 793 87 840</box>
ad-mobile: Mob: 9019703877. <box>1356 185 1513 202</box>
invite-line-1: ಸ್ವಸ್ತಿ ಶ್ರೀ ಕ್ರೋಧಿ ನಾಮ ಸಂವತ್ಸರ ಉತ್ತರಾಯಣ <box>1104 1932 1314 1949</box>
teaser-3[interactable] <box>760 282 1121 384</box>
ad-host-label: ಸ್ವಾಗತ ಬಯಸುವವರು <box>668 2330 736 2341</box>
ad-top-rule <box>270 1449 1509 1451</box>
gold-bars-icon <box>150 895 252 965</box>
teaser-4[interactable] <box>1137 282 1497 384</box>
co-editor: ಸಹ ಸಂಪಾದಕಿ : ರಂಜಿತ.ಆರ್ <box>1177 40 1278 52</box>
main-headline <box>274 404 1011 501</box>
temp-low <box>205 802 244 837</box>
temp-high-value: 32 <box>169 806 185 819</box>
kalyanotsava-ad[interactable] <box>276 1457 1503 2394</box>
ad-invitation-text <box>942 1927 1475 2087</box>
masthead-tagline: ಕನ್ನಡಿಗರ ಜನಮನ ಸ್ಪಂದನ <box>470 187 784 207</box>
bkhata-headline-line1: ಬಿ ಖಾತಾ ಅಭಿಯಾನಕ್ಕೆ ಶಾಸಕ <box>1132 409 1400 441</box>
editor-info <box>486 216 753 260</box>
issue-date: Date : 21-02-2025 <box>1333 20 1483 38</box>
teaser-1-text: ಆಧುನಿಕ ತಂತ್ರಜ್ಞಾನ ಆಧಾರಿತ ರೋವರ್ ಉಪಕರಣಗಳಿಂದ ಭೂಮಾಪಕರಿಗೆ ಹೆಚ್ಚು ಪ್ರಯೋಜನ : ಸಚಿವ ಕೃಷ್ಣಭೈರೇಗೌಡ <box>46 292 365 365</box>
ad-date-time: ದಿನಾಂಕ : 22/2/2025 ಶನಿವಾರ, ಸಮಯ : ಸಂಜೆ 5:30ಕ್ಕೆ <box>307 2166 612 2182</box>
issue-volume: Volume : ಸಂಪುಟ : 05 <box>1362 75 1513 93</box>
ad-kalyanotsava-banner: ಶ್ರೀ ಶ್ರೀನಿವಾಸ ಕಲ್ಯಾಣೋತ್ಸವ <box>339 2006 894 2075</box>
ad-invocation: || ಶ್ರೀ ಲಕ್ಷ್ಮೀ ವೆಂಕಟೇಶ್ವರ ಸ್ವಾಮಿ ಪ್ರಸನ್ನ || <box>633 1504 773 1516</box>
registration-number: KA/SK/KLR-924/2025-27 <box>427 18 564 30</box>
issue-info <box>1333 16 1513 208</box>
bkhata-headline <box>1027 404 1505 492</box>
fuel-pump-icon <box>48 656 103 742</box>
ad-person1-title: ಅಧ್ಯಕ್ಷರು, ನಗರ ಸಭೆ, ಚಿಕ್ಕಬಳ್ಳಾಪುರ <box>872 2348 980 2359</box>
main-headline-line2: ಪೇಪರ್ ಬಿಡುಗಡೆ : ಬಸವರಾಜ ಬೊಮ್ಮಾಯಿ <box>394 456 891 496</box>
weather-title: ಚಿಕ್ಕಬಳ್ಳಾಪುರ ಹವಾಮಾನ <box>103 774 186 786</box>
muda-top-rule <box>274 1160 1011 1162</box>
main-story-col2-top: ನೀಡುತ್ತಿಲ್ಲ. ಆದರೆ, ಅಲ್ಲಿ ಸಂಬಳ ಕೊಡಲು ಸಾಧ್ಯವಾಗಿಲ್ಲ. ಪಿಂಚಣಿ ಕೊಡಲು ಆಗುತ್ತಿಲ್ಲ. ಅಭಿವೃದ್ಧಿ ಕಾರ್ಯಗಳು ಸ್ಥಗಿತಗೊಂಡಿವೆ. ಕೇವಲ ಘೋಷಣೆಗಳಿಗೆ ಸೀಮಿತವಾಗಿದೆ. ಪರಿಶಿಷ್ಟ ಜಾತಿ ಮತ್ತು ಪಂಗಡಗಳ ಹಣವನ್ನು ಬೇರೆ ಯೋಜನೆಗಳಿಗೆ ಬಳಸಲಾಗಿದೆ. ಕೇವಲ 20 ದಿನದಲ್ಲಿ ಫಲಿತಾಂಶ ಪ್ರಕಟವಾಗಲಿದೆ. ಅನೇಕ ವಿದ್ಯಾರ್ಥಿಗಳು ಹೊರ ರಾಜ್ಯಗಳಿಗೆ ಉನ್ನತ ಶಿಕ್ಷಣಕ್ಕೆ ತೆರಳುತ್ತಿದ್ದಾರೆ. ಇಲ್ಲಿ ಉತ್ತಮ ಕಾಲೇಜುಗಳು ಇಲ್ಲ. ಶಿಕ್ಷಣದ ಗುಣಮಟ್ಟ ಕುಸಿದಿದೆ ಎಂದರು. <box>521 511 756 623</box>
teaser-4-text: ಸರ್ವಜ್ಞನ ವಚನಗಳು ಬದುಕಿನ ನೂರಾರು ಸಮಸ್ಯೆಗಳಿಗೆ ಪರಿಹಾರ ನೀಡುತ್ತವೆ : ಅಪರ ಜಿಲ್ಲಾಧಿಕಾರಿ ಡಾ.ಎನ್.ಭಾಸ್ಕರ್ <box>1149 292 1485 338</box>
